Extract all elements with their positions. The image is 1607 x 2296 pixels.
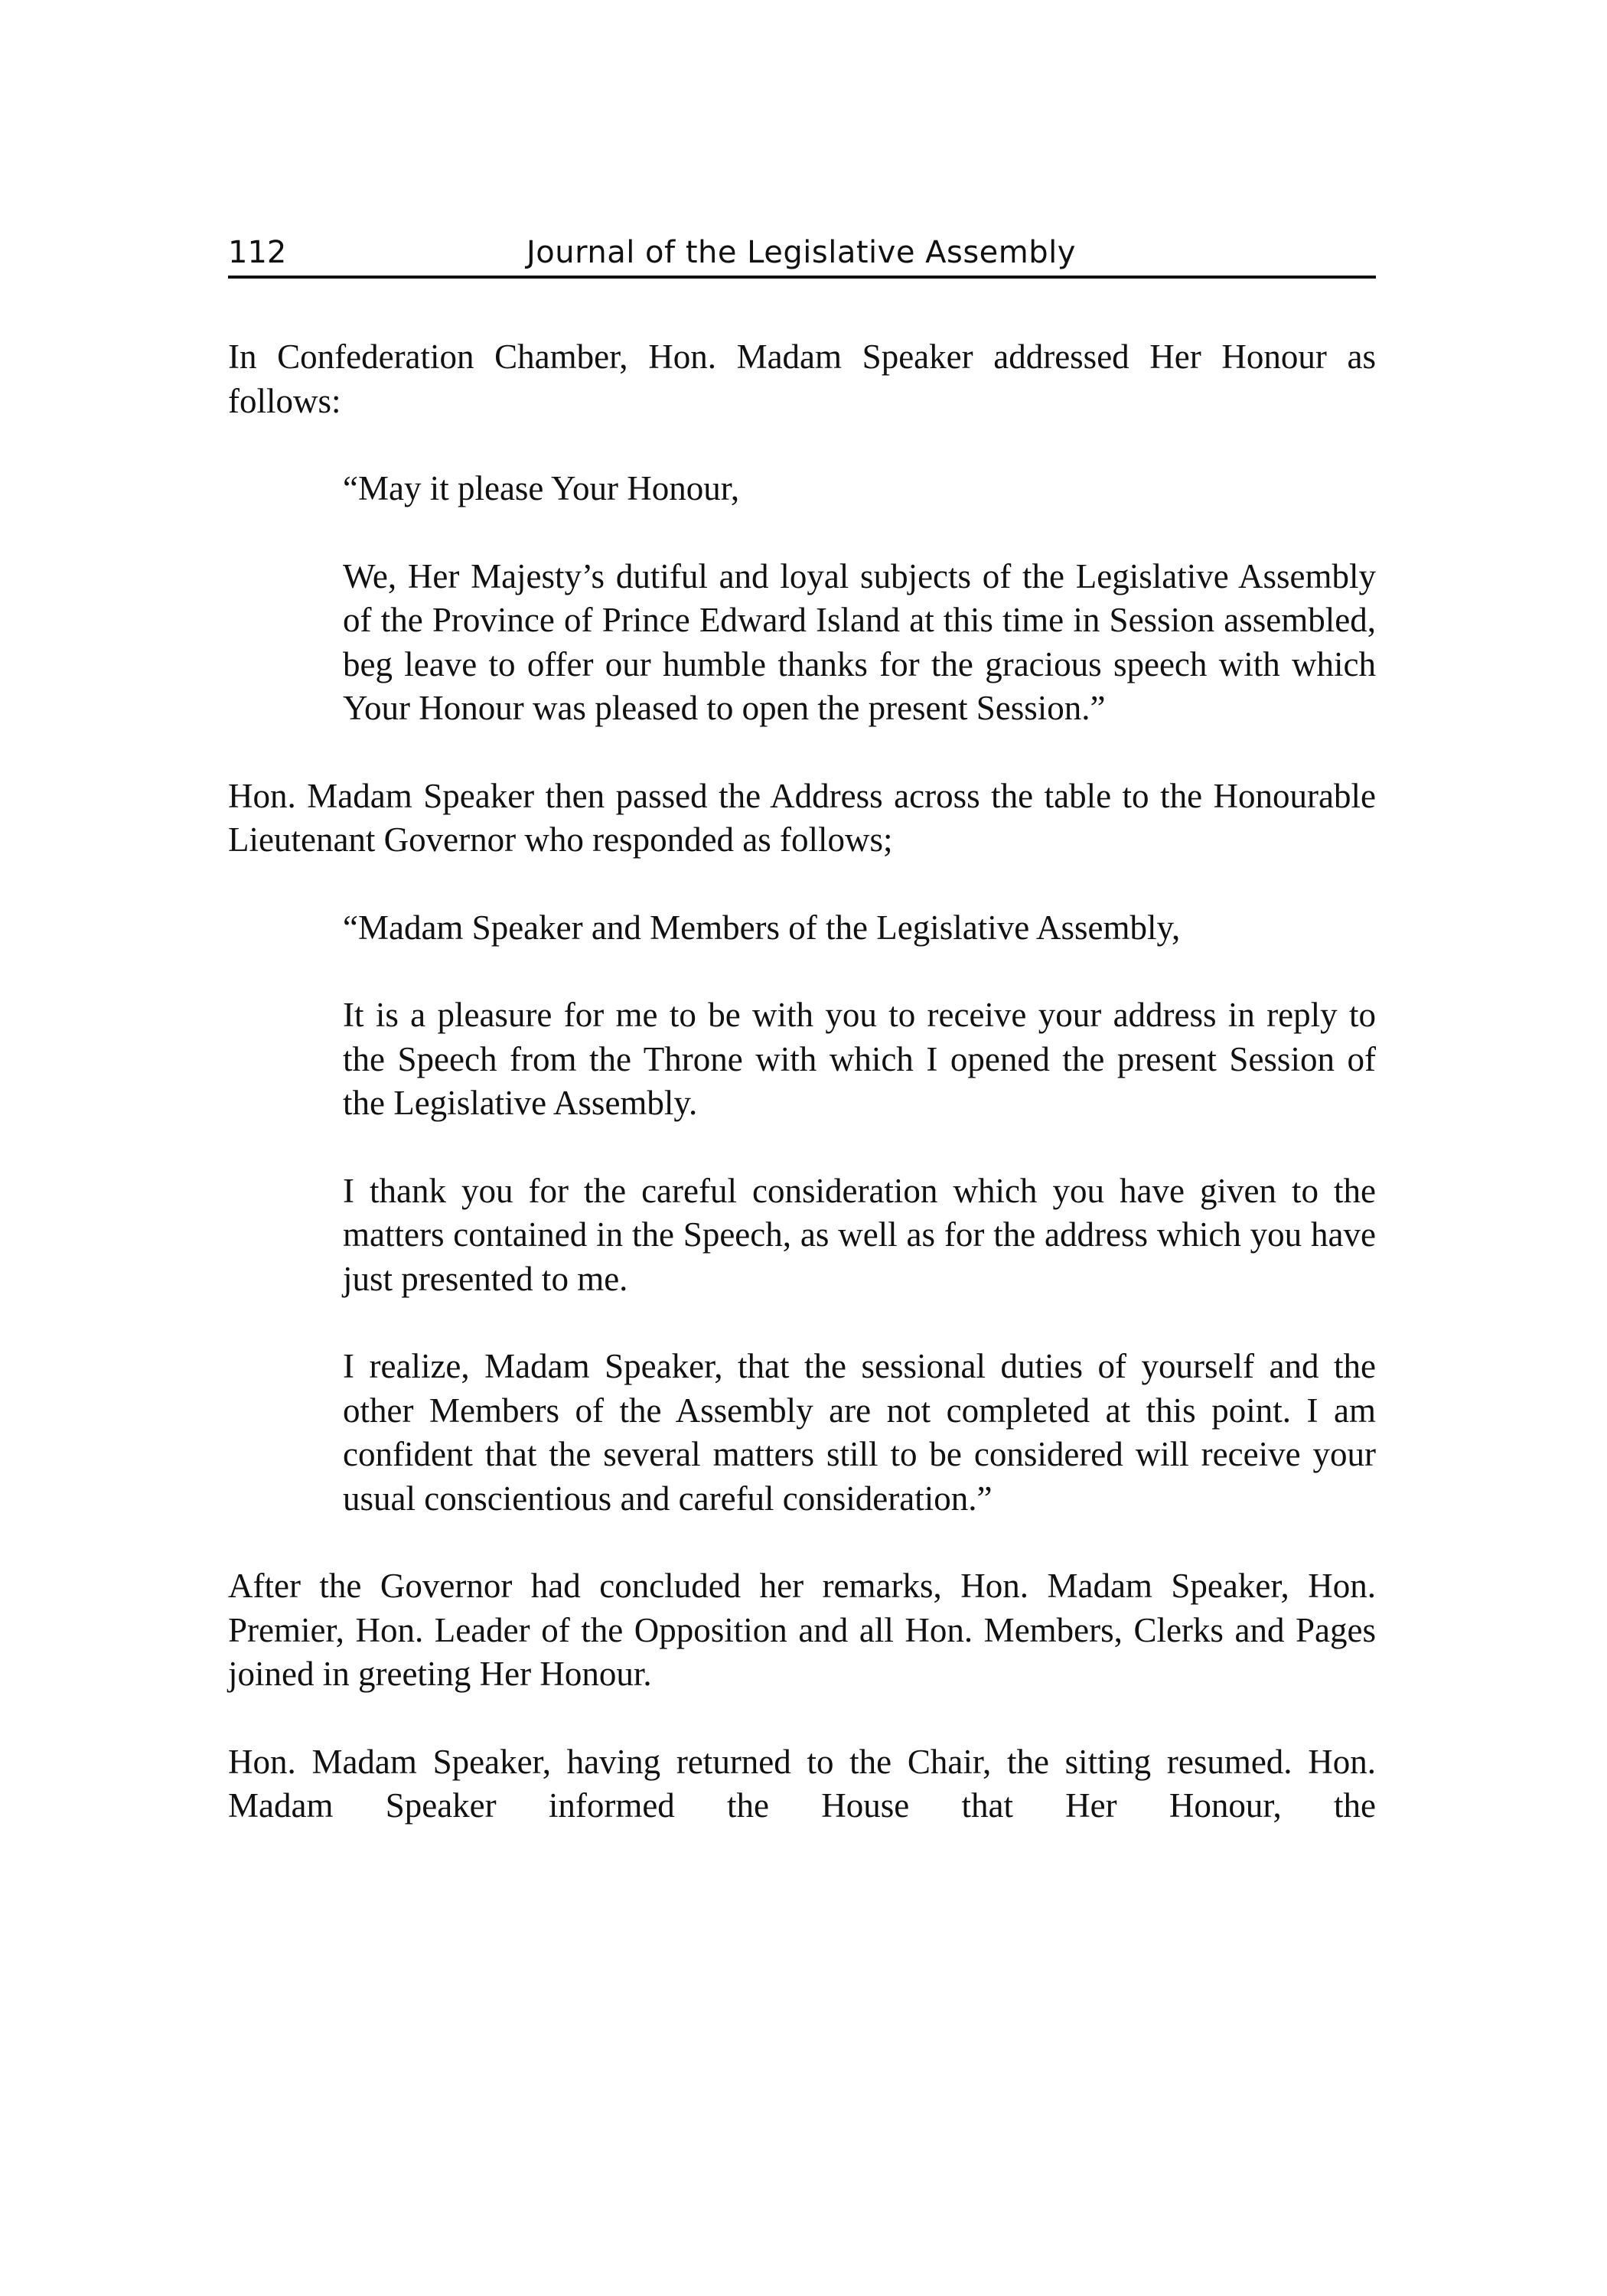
paragraph-reply-2: I thank you for the careful consideration which you have given to the matters contained in the Speech, as well as for the address which you have just presented to me.: [343, 1171, 1376, 1298]
paragraph-reply-salutation: “Madam Speaker and Members of the Legislative Assembly,: [343, 908, 1181, 947]
paragraph-address-text: We, Her Majesty’s dutiful and loyal subjects of the Legislative Assembly of the Province of Prince Edward Island at this time in Session assembled, beg leave to offer our humble thanks for the gracious speech with which Your Honour was pleased to open the present Session.”: [343, 556, 1376, 727]
paragraph-intro: In Confederation Chamber, Hon. Madam Speaker addressed Her Honour as follows:: [228, 338, 1376, 420]
page-header: [228, 230, 1376, 279]
paragraph-reply-1: It is a pleasure for me to be with you to receive your address in reply to the Speech from the Throne with which I opened the present Session of the Legislative Assembly.: [343, 996, 1376, 1122]
paragraph-reply-3: I realize, Madam Speaker, that the sessional duties of yourself and the other Members of the Assembly are not completed at this point. I am confident that the several matters still to be considered will receive your usual conscientious and careful consideration.”: [343, 1347, 1376, 1518]
paragraph-speaker-passed: Hon. Madam Speaker then passed the Address across the table to the Honourable Lieutenant Governor who responded as follows;: [228, 776, 1376, 859]
document-body: [228, 335, 1376, 1828]
running-title: Journal of the Legislative Assembly: [526, 235, 1076, 270]
paragraph-address-salutation: “May it please Your Honour,: [343, 469, 740, 507]
page-number: 112: [228, 235, 287, 270]
paragraph-greeting: After the Governor had concluded her remarks, Hon. Madam Speaker, Hon. Premier, Hon. Leader of the Opposition and all Hon. Members, Clerks and Pages joined in greeting Her Honour.: [228, 1567, 1376, 1693]
paragraph-sitting-resumed: Hon. Madam Speaker, having returned to the Chair, the sitting resumed. Hon. Madam Speaker informed the House that Her Honour, the: [228, 1742, 1376, 1825]
